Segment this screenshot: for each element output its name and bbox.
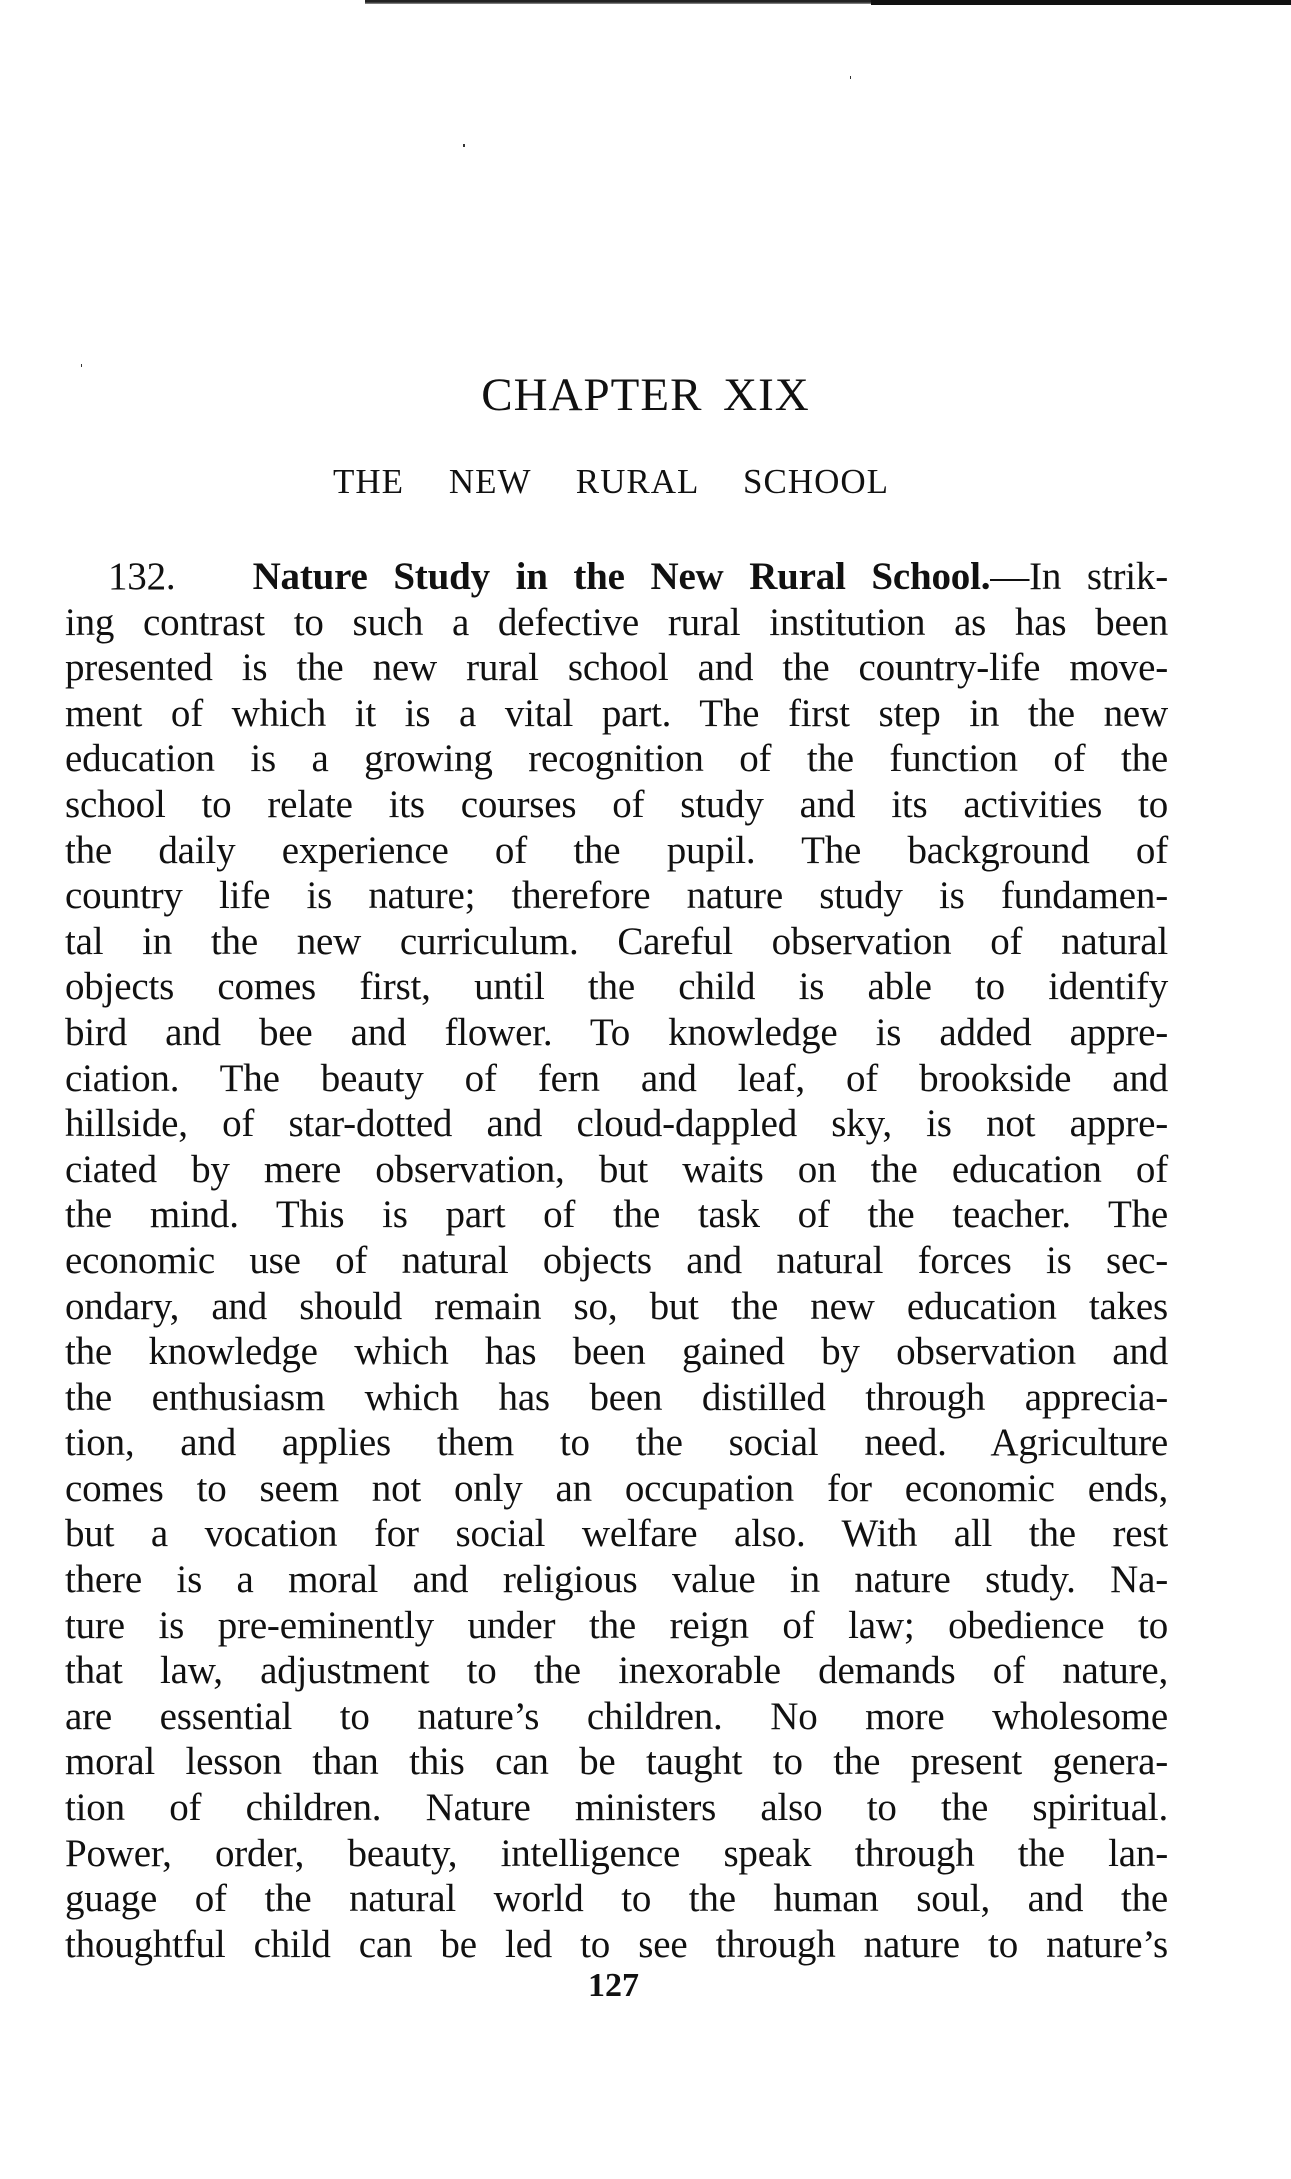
text-line: there is a moral and religious value in nature study. Na- bbox=[65, 1558, 1168, 1602]
text-line: ciated by mere observation, but waits on the education of bbox=[65, 1147, 1168, 1191]
scan-speck bbox=[463, 144, 465, 147]
text-line: school to relate its courses of study and its activities to bbox=[65, 782, 1168, 826]
text-line: the enthusiasm which has been distilled through apprecia- bbox=[65, 1375, 1168, 1419]
text-line: ture is pre-eminently under the reign of law; obedience to bbox=[65, 1603, 1168, 1647]
text-line: ondary, and should remain so, but the new education takes bbox=[65, 1284, 1168, 1328]
scan-speck bbox=[850, 76, 851, 79]
text-line: tal in the new curriculum. Careful observation of natural bbox=[65, 919, 1168, 963]
text-line: ciation. The beauty of fern and leaf, of brookside and bbox=[65, 1056, 1168, 1100]
text-line: presented is the new rural school and the country-life move- bbox=[65, 646, 1168, 690]
text-line: bird and bee and flower. To knowledge is added appre- bbox=[65, 1010, 1168, 1054]
text-line: thoughtful child can be led to see through nature to nature’s bbox=[65, 1922, 1168, 1966]
text-line: but a vocation for social welfare also. With all the rest bbox=[65, 1512, 1168, 1556]
text-line: economic use of natural objects and natural forces is sec- bbox=[65, 1238, 1168, 1282]
text-line: ing contrast to such a defective rural institution as has been bbox=[65, 600, 1168, 644]
text-line: the mind. This is part of the task of the teacher. The bbox=[65, 1193, 1168, 1237]
text-line: country life is nature; therefore nature study is fundamen- bbox=[65, 874, 1168, 918]
text-line: the knowledge which has been gained by observation and bbox=[65, 1330, 1168, 1374]
chapter-subtitle: THE NEW RURAL SCHOOL bbox=[333, 462, 889, 501]
text-line: education is a growing recognition of the function of the bbox=[65, 737, 1168, 781]
text-line: ment of which it is a vital part. The first step in the new bbox=[65, 691, 1168, 735]
chapter-title: CHAPTER XIX bbox=[481, 369, 810, 421]
section-number: 132. bbox=[108, 555, 176, 598]
scan-speck bbox=[81, 364, 82, 367]
text-line: hillside, of star-dotted and cloud-dappled sky, is not appre- bbox=[65, 1102, 1168, 1146]
text-line: comes to seem not only an occupation for economic ends, bbox=[65, 1466, 1168, 1510]
text-line: tion, and applies them to the social need. Agriculture bbox=[65, 1421, 1168, 1465]
text-line: are essential to nature’s children. No more wholesome bbox=[65, 1694, 1168, 1738]
text-line: moral lesson than this can be taught to the present genera- bbox=[65, 1740, 1168, 1784]
text-line: Power, order, beauty, intelligence speak through the lan- bbox=[65, 1831, 1168, 1875]
body-paragraph bbox=[65, 554, 1168, 1967]
text-line: objects comes first, until the child is able to identify bbox=[65, 965, 1168, 1009]
text-line: that law, adjustment to the inexorable demands of nature, bbox=[65, 1649, 1168, 1693]
page-number: 127 bbox=[588, 1967, 639, 2004]
text-line: tion of children. Nature ministers also to the spiritual. bbox=[65, 1786, 1168, 1830]
text-line: guage of the natural world to the human soul, and the bbox=[65, 1877, 1168, 1921]
first-line-text: —In strik- bbox=[990, 555, 1169, 598]
text-line: the daily experience of the pupil. The background of bbox=[65, 828, 1168, 872]
paragraph-first-line bbox=[65, 554, 1168, 600]
section-heading: Nature Study in the New Rural School. bbox=[252, 555, 991, 598]
scan-edge bbox=[365, 0, 1291, 4]
